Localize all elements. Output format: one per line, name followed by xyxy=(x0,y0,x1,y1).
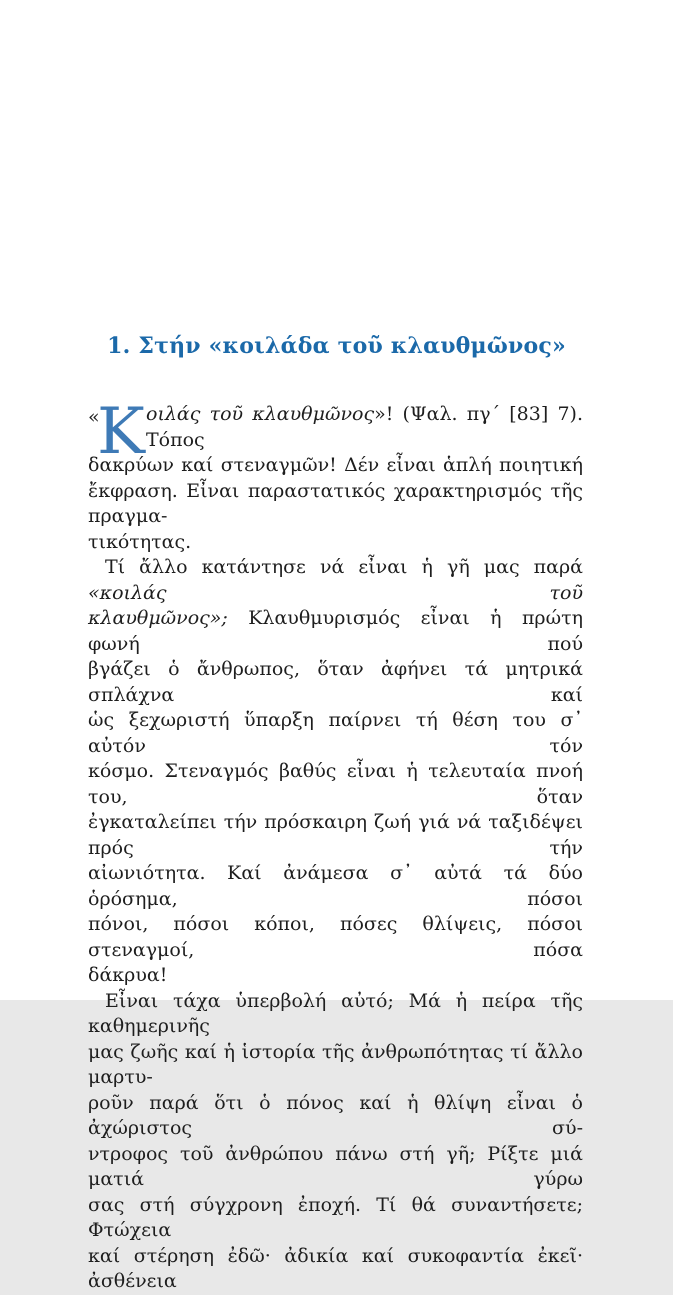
italic-phrase: οιλάς τοῦ κλαυθμῶνος xyxy=(146,403,375,425)
text-segment: Κλαυθμυρισμός εἶναι ἡ πρώτη φωνή πού xyxy=(88,607,583,655)
text-line xyxy=(88,810,583,861)
text-line xyxy=(88,606,583,657)
text-line xyxy=(88,479,583,530)
text-line xyxy=(88,1142,583,1193)
text-line xyxy=(88,453,583,479)
text-segment: αἰωνιότητα. Καί ἀνάμεσα σ᾽ αὐτά τά δύο ὁρόσημα, πόσοι xyxy=(88,862,583,910)
paragraph xyxy=(88,555,583,989)
text-line xyxy=(88,963,583,989)
text-segment: μας ζωῆς καί ἡ ἱστορία τῆς ἀνθρωπότητας τί ἄλλο μαρτυ- xyxy=(88,1040,583,1088)
italic-phrase: «κοιλάς τοῦ xyxy=(88,581,583,604)
text-segment: σας στή σύγχρονη ἐποχή. Τί θά συναντήσετε; Φτώχεια xyxy=(88,1193,583,1241)
text-line xyxy=(88,989,583,1040)
text-segment: κόσμο. Στεναγμός βαθύς εἶναι ἡ τελευταία πνοή του, ὅταν xyxy=(88,760,583,808)
text-segment: τικότητας. xyxy=(88,530,192,553)
text-segment: ντροφος τοῦ ἀνθρώπου πάνω στή γῆ; Ρίξτε μιά ματιά γύρω xyxy=(88,1142,583,1190)
text-line xyxy=(88,402,583,453)
drop-cap xyxy=(88,395,146,469)
text-segment: δάκρυα! xyxy=(88,964,168,986)
text-segment: ἔκφραση. Εἶναι παραστατικός χαρακτηρισμός τῆς πραγμα- xyxy=(88,479,583,527)
text-segment: Τί ἄλλο κατάντησε νά εἶναι ἡ γῆ μας παρά xyxy=(105,556,583,578)
text-segment: ἐγκαταλείπει τήν πρόσκαιρη ζωή γιά νά ταξιδέψει πρός τήν xyxy=(88,811,583,859)
text-segment: δακρύων καί στεναγμῶν! Δέν εἶναι ἁπλή ποιητική xyxy=(88,454,583,476)
text-segment: καί στέρηση ἐδῶ· ἀδικία καί συκοφαντία ἐκεῖ· ἀσθένεια xyxy=(88,1244,583,1292)
chapter-title: 1. Στήν «κοιλάδα τοῦ κλαυθμῶνος» xyxy=(107,333,566,359)
text-segment: Εἶναι τάχα ὑπερβολή αὐτό; Μά ἡ πείρα τῆς καθημερινῆς xyxy=(88,989,583,1037)
text-line xyxy=(88,708,583,759)
paragraph xyxy=(88,395,583,555)
text-line xyxy=(88,1244,583,1295)
text-segment: βγάζει ὁ ἄνθρωπος, ὅταν ἀφήνει τά μητρικά σπλάχνα καί xyxy=(88,658,583,706)
text-line xyxy=(88,1091,583,1142)
text-segment: »! (Ψαλ. πγ´ [83] 7). Τόπος xyxy=(146,403,583,451)
text-line xyxy=(88,1040,583,1091)
text-segment: ὡς ξεχωριστή ὕπαρξη παίρνει τή θέση του σ᾽ αὐτόν τόν xyxy=(88,709,583,757)
drop-cap-letter: Κ xyxy=(97,395,145,469)
text-line xyxy=(88,530,583,556)
text-line xyxy=(88,861,583,912)
text-line xyxy=(88,759,583,810)
text-segment: ροῦν παρά ὅτι ὁ πόνος καί ἡ θλίψη εἶναι ὁ ἀχώριστος σύ- xyxy=(88,1091,583,1139)
italic-phrase: κλαυθμῶνος»; xyxy=(88,607,228,629)
text-line xyxy=(88,1193,583,1244)
text-line xyxy=(88,912,583,963)
text-segment: πόνοι, πόσοι κόποι, πόσες θλίψεις, πόσοι στεναγμοί, πόσα xyxy=(88,913,583,961)
paragraph xyxy=(88,989,583,1295)
body-text xyxy=(88,395,583,1295)
opening-guillemet: « xyxy=(88,406,100,428)
text-line xyxy=(88,657,583,708)
text-line xyxy=(88,555,583,606)
